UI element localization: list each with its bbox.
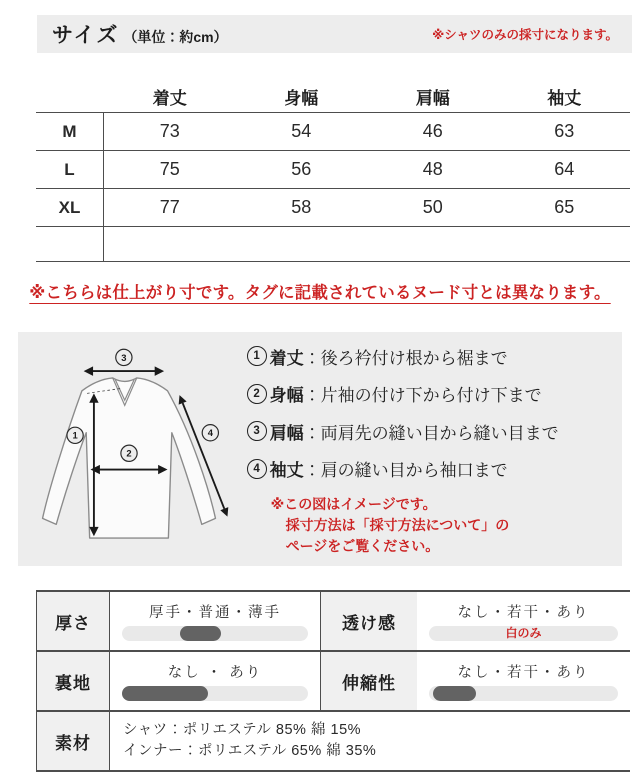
table-row xyxy=(36,150,630,188)
guide-item-label: 袖丈 xyxy=(269,461,304,480)
thickness-indicator xyxy=(180,626,221,641)
title-wrap xyxy=(52,19,228,49)
material-line-shirt: シャツ：ポリエステル 85% 綿 15% xyxy=(123,721,362,738)
size-table xyxy=(36,80,630,262)
size-table-corner-cell xyxy=(36,80,104,112)
thickness-slider xyxy=(122,626,308,641)
spec-row-material xyxy=(37,710,630,770)
cell-value: 54 xyxy=(291,121,312,141)
sheerness-label: 透け感 xyxy=(320,592,417,650)
lining-slider xyxy=(122,686,308,701)
lining-scale: なし ・ あり xyxy=(167,665,263,681)
col-header-body-width: 身幅 xyxy=(284,88,319,108)
size-label-m: M xyxy=(36,113,104,150)
col-header-body-length: 着丈 xyxy=(152,88,187,108)
cell-value: 75 xyxy=(159,159,180,179)
stretch-scale: なし・若干・あり xyxy=(457,665,590,681)
cell-value: 48 xyxy=(422,159,443,179)
cell-value: 58 xyxy=(291,197,312,217)
lining-value xyxy=(110,652,320,710)
cell-value: 65 xyxy=(554,197,575,217)
shirt-measure-diagram-icon xyxy=(34,342,233,556)
thickness-value xyxy=(110,592,320,650)
guide-item-body-length xyxy=(247,344,559,369)
stretch-value xyxy=(417,652,630,710)
guide-item-desc: ：両肩先の縫い目から縫い目まで xyxy=(303,423,559,443)
size-table-header-row xyxy=(36,80,630,112)
guide-item-body-width xyxy=(247,381,559,406)
cell-value: 77 xyxy=(159,197,180,217)
material-line-inner: インナー：ポリエステル 65% 綿 35% xyxy=(123,743,377,759)
lining-indicator xyxy=(122,686,208,701)
circle-number-icon: 3 xyxy=(247,421,267,441)
guide-item-label: 着丈 xyxy=(269,348,304,368)
guide-item-shoulder-width xyxy=(247,419,559,444)
guide-item-desc: ：肩の縫い目から袖口まで xyxy=(303,461,508,480)
size-label-l: L xyxy=(36,151,104,188)
shirt-only-note: ※シャツのみの採寸になります。 xyxy=(432,28,618,42)
fabric-spec-table xyxy=(36,590,630,772)
cell-value: 56 xyxy=(291,159,312,179)
thickness-label: 厚さ xyxy=(37,592,110,650)
stretch-slider xyxy=(429,686,618,701)
sheerness-value xyxy=(417,592,630,650)
col-header-sleeve-length: 袖丈 xyxy=(547,88,582,108)
note-line: 採寸方法は「採寸方法について」の xyxy=(285,516,510,533)
stretch-label: 伸縮性 xyxy=(320,652,417,710)
measure-guide-box xyxy=(18,332,622,566)
diagram-marker-3: 3 xyxy=(121,351,127,363)
diagram-marker-2: 2 xyxy=(126,447,132,459)
diagram-image-note xyxy=(247,494,559,557)
sheerness-slider xyxy=(429,626,618,641)
guide-item-label: 身幅 xyxy=(269,386,304,405)
thickness-scale: 厚手・普通・薄手 xyxy=(149,605,281,621)
lining-label: 裏地 xyxy=(37,652,110,710)
table-row xyxy=(36,188,630,226)
guide-item-desc: ：後ろ衿付け根から裾まで xyxy=(303,348,508,368)
page-title-unit: （単位：約cm） xyxy=(123,29,228,45)
material-value xyxy=(110,712,630,770)
size-label-xl: XL xyxy=(36,189,104,226)
col-header-shoulder-width: 肩幅 xyxy=(415,88,450,108)
guide-item-sleeve-length xyxy=(247,456,559,481)
stretch-indicator xyxy=(433,686,476,701)
cell-value: 50 xyxy=(422,197,443,217)
guide-item-desc: ：片袖の付け下から付け下まで xyxy=(303,386,542,405)
spec-row-lining-stretch xyxy=(37,650,630,710)
cell-value: 73 xyxy=(159,121,180,141)
circle-number-icon: 4 xyxy=(247,459,267,479)
diagram-marker-1: 1 xyxy=(72,429,78,441)
cell-value: 46 xyxy=(422,121,443,141)
sheerness-white-only-note: 白のみ xyxy=(505,626,542,640)
page-title: サイズ xyxy=(52,24,120,47)
note-line: ※この図はイメージです。 xyxy=(270,495,437,512)
guide-item-label: 肩幅 xyxy=(269,423,304,443)
measure-guide-text xyxy=(233,342,559,557)
note-line: ページをご覧ください。 xyxy=(285,537,440,554)
finished-size-note: ※こちらは仕上がり寸です。タグに記載されているヌード寸とは異なります。 xyxy=(29,284,611,302)
material-label: 素材 xyxy=(37,712,110,770)
sheerness-scale: なし・若干・あり xyxy=(457,605,590,621)
circle-number-icon: 2 xyxy=(247,384,267,404)
table-row-empty xyxy=(36,226,630,262)
spec-row-thickness-sheerness xyxy=(37,592,630,650)
empty-label-cell xyxy=(36,227,104,261)
cell-value: 63 xyxy=(554,121,575,141)
table-row xyxy=(36,112,630,150)
cell-value: 64 xyxy=(554,159,575,179)
diagram-marker-4: 4 xyxy=(207,427,213,439)
size-section-header xyxy=(37,15,632,53)
circle-number-icon: 1 xyxy=(247,346,267,366)
